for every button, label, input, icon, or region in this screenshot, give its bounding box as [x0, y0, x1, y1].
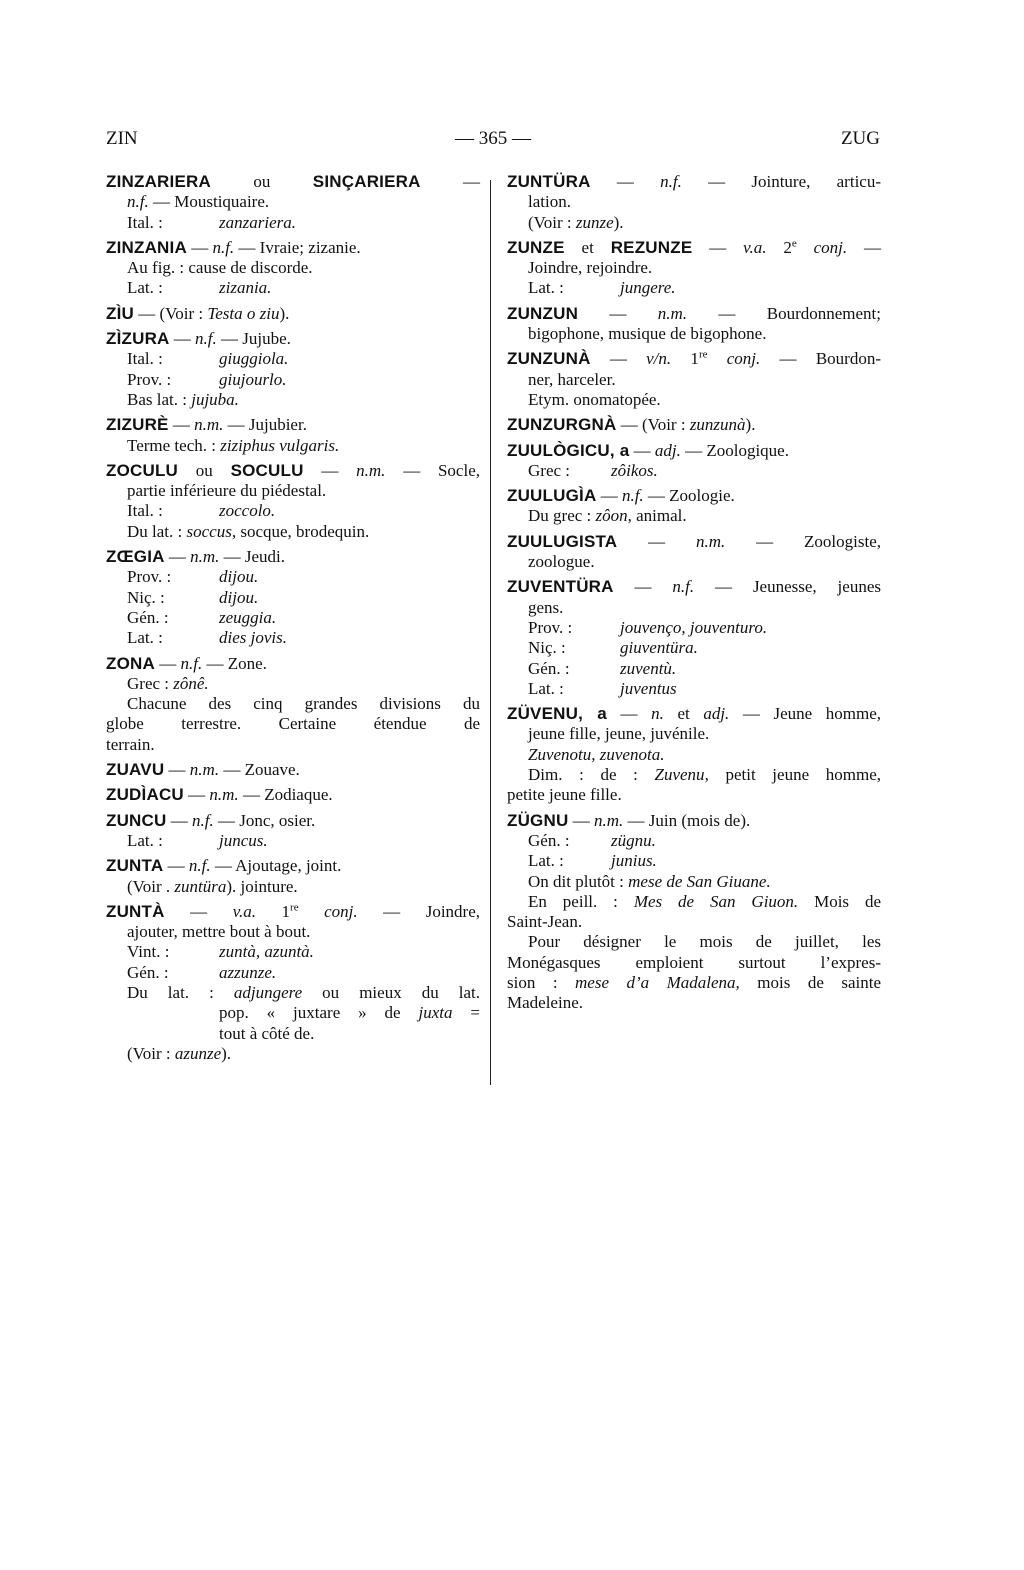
- definition: — Zone.: [202, 653, 267, 673]
- grammar: n.m.: [657, 303, 688, 323]
- etymon: giuventüra.: [620, 638, 698, 658]
- definition: — Zoologique.: [680, 440, 789, 460]
- headword: ZUNTÜRA: [507, 172, 591, 191]
- etymon: ziziphus vulgaris.: [220, 435, 340, 455]
- usage-example: Mes de San Giuon.: [633, 891, 799, 911]
- headword: ZÌU: [106, 303, 134, 323]
- entry-zizura: [106, 329, 480, 410]
- etymon: giujourlo.: [219, 369, 287, 389]
- label: Lat. :: [528, 851, 564, 871]
- note-text: Pour désigner le mois de juillet, les: [528, 932, 881, 952]
- etymon: zeuggia.: [219, 607, 277, 627]
- right-column: [507, 172, 881, 1019]
- grammar: v.a.: [232, 901, 256, 921]
- definition: — Bourdon-: [760, 349, 881, 369]
- text: —: [186, 237, 213, 257]
- grammar: conj.: [796, 237, 848, 257]
- etymon: juventus: [620, 678, 677, 698]
- headword: ZINZANIA: [106, 237, 187, 257]
- cross-reference: azunze: [174, 1043, 222, 1063]
- definition: — Jeune homme,: [729, 704, 882, 724]
- text: et: [663, 704, 704, 724]
- label: Ital. :: [127, 349, 163, 369]
- entry-ziu: [106, 304, 480, 324]
- text: —: [164, 760, 190, 780]
- text: ou: [178, 460, 231, 480]
- text: —: [420, 172, 481, 191]
- etymon: soccus: [186, 521, 232, 541]
- definition-continued: zoologue.: [528, 552, 595, 572]
- headword: ZUNZUNÀ: [507, 349, 591, 369]
- definition-continued: tout à côté de.: [219, 1023, 315, 1043]
- text: ).: [279, 303, 290, 323]
- text: —: [168, 415, 195, 435]
- grammar: n.f.: [660, 172, 682, 191]
- label: Du lat. :: [127, 982, 234, 1002]
- grammar: n.f.: [195, 329, 217, 349]
- entry-zuavu: [106, 760, 480, 780]
- cross-reference: zunze: [575, 212, 614, 232]
- headword: ZUULUGISTA: [507, 531, 618, 551]
- definition: — Ivraie; zizanie.: [234, 237, 361, 257]
- label: Vint. :: [127, 942, 170, 962]
- cross-reference: Testa o ziu: [207, 303, 280, 323]
- entry-zinzania: [106, 238, 480, 299]
- entry-zuulogicu: [507, 441, 881, 482]
- text: —: [606, 704, 652, 724]
- headword: ZUNTÀ: [106, 901, 165, 921]
- label: Gén. :: [127, 607, 169, 627]
- headword: ZUNCU: [106, 810, 167, 830]
- etymon: jouvenço, jouventuro.: [620, 617, 768, 637]
- entry-zuulugia: [507, 486, 881, 527]
- figurative-sense: Au fig. : cause de discorde.: [127, 258, 313, 278]
- definition: — Moustiquaire.: [148, 192, 270, 212]
- text: =: [452, 1003, 480, 1023]
- text: (Voir :: [127, 1043, 175, 1063]
- definition: — Zodiaque.: [238, 785, 333, 805]
- label: Du lat. :: [127, 521, 187, 541]
- text: (Voir :: [528, 212, 576, 232]
- label: Grec :: [127, 673, 174, 693]
- text: ou: [210, 172, 313, 191]
- text: ).: [221, 1043, 232, 1063]
- definition-continued: jeune fille, jeune, juvénile.: [528, 724, 710, 744]
- text: —: [164, 547, 191, 567]
- definition: — Jonc, osier.: [213, 810, 316, 830]
- text: —: [169, 329, 196, 349]
- grammar: n.f.: [127, 192, 149, 212]
- definition-text: terrain.: [106, 734, 155, 754]
- definition: — Juin (mois de).: [623, 810, 751, 830]
- text: —: [617, 531, 697, 551]
- headword-variant: REZUNZE: [610, 237, 693, 257]
- definition: — Jeudi.: [219, 547, 286, 567]
- text: —: [629, 440, 655, 460]
- label: Gén. :: [528, 830, 570, 850]
- grammar: n.: [651, 704, 664, 724]
- page-header: [106, 128, 880, 158]
- definition: — Socle,: [385, 460, 480, 480]
- etymon: juncus.: [219, 830, 268, 850]
- headword-variant: SINÇARIERA: [312, 172, 421, 191]
- grammar: n.m.: [593, 810, 624, 830]
- header-left-guide-word: ZIN: [106, 128, 138, 149]
- definition-text: Chacune des cinq grandes divisions du: [127, 694, 480, 714]
- entry-zuulugista: [507, 532, 881, 573]
- text: —: [164, 901, 233, 921]
- text: 1: [255, 901, 291, 921]
- definition-continued: bigophone, musique de bigophone.: [528, 324, 767, 344]
- label: Gén. :: [127, 962, 169, 982]
- text: , socque, brodequin.: [231, 521, 370, 541]
- headword: ZUAVU: [106, 760, 165, 780]
- etymon: jujuba.: [191, 389, 239, 409]
- etymon: adjungere: [233, 982, 303, 1002]
- headword: ZÜGNU: [507, 810, 569, 830]
- grammar: n.m.: [356, 460, 386, 480]
- grammar: n.m.: [696, 531, 726, 551]
- etymon: dijou.: [219, 567, 259, 587]
- entry-zona: [106, 654, 480, 755]
- definition-continued: ner, harceler.: [528, 369, 616, 389]
- superscript: re: [290, 901, 299, 914]
- cross-reference: zuntüra: [174, 876, 227, 896]
- note-text: Madeleine.: [507, 993, 583, 1013]
- text: 1: [671, 349, 699, 369]
- label: Prov. :: [127, 369, 172, 389]
- grammar: n.f.: [621, 486, 644, 506]
- entry-zunzun: [507, 304, 881, 345]
- entry-zizure: [106, 415, 480, 456]
- headword: ZUNTA: [106, 856, 164, 876]
- etymon: dijou.: [219, 587, 259, 607]
- text: ).: [613, 212, 624, 232]
- text: —: [596, 486, 622, 506]
- text: ).: [745, 415, 756, 435]
- entry-zudiacu: [106, 785, 480, 805]
- label: Lat. :: [127, 278, 163, 298]
- etymon: juxta: [418, 1003, 453, 1023]
- etymon: azzunze.: [219, 962, 277, 982]
- entry-zunze: [507, 238, 881, 299]
- definition: — Zoologie.: [643, 486, 735, 506]
- superscript: e: [791, 237, 797, 250]
- text: —: [613, 577, 673, 597]
- text: —: [163, 856, 189, 876]
- grammar: n.m.: [209, 785, 239, 805]
- definition: — Zoologiste,: [725, 531, 882, 551]
- label: Bas lat. :: [127, 389, 192, 409]
- headword: ZUNZUN: [507, 303, 579, 323]
- headword: ZUNZURGNÀ: [507, 415, 617, 435]
- definition-continued: ajouter, mettre bout à bout.: [127, 922, 311, 942]
- headword: ZUDÌACU: [106, 785, 184, 805]
- definition: — Jointure, articu-: [681, 172, 881, 191]
- grammar: n.m.: [190, 547, 220, 567]
- text: mois de sainte: [739, 972, 882, 992]
- entry-zuncu: [106, 811, 480, 852]
- entry-zuventura: [507, 577, 881, 699]
- label: Gén. :: [528, 658, 570, 678]
- definition-continued: Saint-Jean.: [507, 912, 583, 932]
- etymon: zuventù.: [620, 658, 677, 678]
- label: Terme tech. :: [127, 435, 221, 455]
- grammar: n.f.: [672, 577, 695, 597]
- label: Grec :: [528, 460, 571, 480]
- definition: — Bourdonnement;: [687, 303, 881, 323]
- definition-continued: lation.: [528, 192, 571, 212]
- text: et: [564, 237, 611, 257]
- text: En peill. :: [528, 891, 634, 911]
- etymon: jungere.: [620, 278, 676, 298]
- text: — (Voir :: [616, 415, 690, 435]
- etymon: zanzariera.: [219, 212, 296, 232]
- text: —: [578, 303, 658, 323]
- grammar: n.f.: [192, 810, 214, 830]
- definition: — Jeunesse, jeunes: [694, 577, 881, 597]
- entry-zoculu: [106, 461, 480, 542]
- entry-zunzurgna: [507, 415, 881, 435]
- grammar: n.f.: [180, 653, 203, 673]
- etymology: Etym. onomatopée.: [528, 389, 661, 409]
- usage-example: mese d’a Madalena,: [575, 972, 740, 992]
- text: ou mieux du lat.: [302, 982, 481, 1002]
- definition-text: globe terrestre. Certaine étendue de: [106, 714, 480, 734]
- grammar: v.a.: [743, 237, 767, 257]
- definition-continued: partie inférieure du piédestal.: [127, 481, 327, 501]
- definition: — Zouave.: [219, 760, 300, 780]
- headword-variant: SOCULU: [230, 460, 304, 480]
- text: — (Voir :: [133, 303, 208, 323]
- headword: ZUNZE: [507, 237, 565, 257]
- grammar: n.f.: [212, 237, 235, 257]
- headword: ZUULÒGICU, a: [507, 440, 630, 460]
- definition: — Jujube.: [216, 329, 291, 349]
- headword: ZUULUGÌA: [507, 486, 597, 506]
- text: —: [303, 460, 357, 480]
- headword: ZUVENTÜRA: [507, 577, 614, 597]
- text: 2: [766, 237, 792, 257]
- text: —: [692, 237, 744, 257]
- etymon: zônê.: [173, 673, 209, 693]
- grammar: n.m.: [194, 415, 224, 435]
- text: —: [154, 653, 181, 673]
- entry-zugnu: [507, 811, 881, 1014]
- label: Du grec :: [528, 506, 596, 526]
- label: Prov. :: [127, 567, 172, 587]
- text: —: [847, 237, 882, 257]
- label: Lat. :: [528, 678, 564, 698]
- superscript: re: [698, 348, 708, 361]
- text: —: [590, 349, 647, 369]
- headword: ZONA: [106, 653, 155, 673]
- label: Niç. :: [528, 638, 566, 658]
- definition: — Joindre,: [357, 901, 481, 921]
- label: Ital. :: [127, 212, 163, 232]
- entry-zuvenu: [507, 704, 881, 805]
- note-text: Monégasques emploient surtout l’expres-: [507, 952, 881, 972]
- headword: ZINZARIERA: [106, 172, 211, 191]
- text: —: [568, 810, 594, 830]
- etymon: junius.: [611, 851, 657, 871]
- usage-example: mese de San Giuane.: [628, 871, 771, 891]
- text: Dim. : de :: [528, 765, 655, 785]
- label: Lat. :: [127, 830, 163, 850]
- grammar: v/n.: [646, 349, 672, 369]
- etymon: zizania.: [219, 278, 272, 298]
- grammar: adj.: [654, 440, 681, 460]
- column-divider: [490, 180, 491, 1085]
- etymon: zôikos.: [611, 460, 658, 480]
- text: , animal.: [627, 506, 687, 526]
- grammar: conj.: [707, 349, 761, 369]
- etymon: zoccolo.: [219, 501, 276, 521]
- header-right-guide-word: ZUG: [840, 128, 880, 149]
- entry-zinzariera: [106, 172, 480, 233]
- definition: — Jujubier.: [223, 415, 307, 435]
- definition-continued: gens.: [528, 597, 564, 617]
- page-number: — 365 —: [455, 128, 531, 149]
- text: —: [590, 172, 661, 191]
- headword: ZIZURÈ: [106, 415, 169, 435]
- text: (Voir .: [127, 876, 175, 896]
- label: Niç. :: [127, 587, 165, 607]
- text: —: [183, 785, 210, 805]
- etymon: dies jovis.: [219, 628, 287, 648]
- feminine-forms: Zuvenotu, zuvenota.: [528, 744, 665, 764]
- definition: Joindre, rejoindre.: [528, 258, 653, 278]
- text: ). jointure.: [226, 876, 298, 896]
- left-column: [106, 172, 480, 1069]
- text: pop. « juxtare » de: [219, 1003, 419, 1023]
- definition: — Ajoutage, joint.: [210, 856, 342, 876]
- etymon: zôon: [595, 506, 628, 526]
- headword: ZÜVENU, a: [507, 704, 607, 724]
- label: Ital. :: [127, 501, 163, 521]
- cross-reference: zunzunà: [689, 415, 746, 435]
- text: Mois de: [798, 891, 881, 911]
- label: Prov. :: [528, 617, 573, 637]
- grammar: n.m.: [189, 760, 220, 780]
- text: , petit jeune homme,: [704, 765, 881, 785]
- grammar: n.f.: [188, 856, 211, 876]
- entry-zunta: [106, 856, 480, 897]
- etymon: Zuvenu: [654, 765, 705, 785]
- entry-zoegia: [106, 547, 480, 648]
- entry-zunta-verb: [106, 902, 480, 1064]
- entry-zuntura: [507, 172, 881, 233]
- headword: ZOCULU: [106, 460, 179, 480]
- headword: ZŒGIA: [106, 547, 165, 567]
- text: On dit plutôt :: [528, 871, 629, 891]
- headword: ZÌZURA: [106, 329, 170, 349]
- grammar: conj.: [298, 901, 358, 921]
- etymon: zügnu.: [611, 830, 656, 850]
- grammar: adj.: [703, 704, 730, 724]
- etymon: giuggiola.: [219, 349, 289, 369]
- text: sion :: [507, 972, 576, 992]
- label: Lat. :: [127, 628, 163, 648]
- label: Lat. :: [528, 278, 564, 298]
- entry-zunzuna: [507, 349, 881, 410]
- etymon: zuntà, azuntà.: [219, 942, 314, 962]
- text: —: [166, 810, 192, 830]
- definition-continued: petite jeune fille.: [507, 785, 622, 805]
